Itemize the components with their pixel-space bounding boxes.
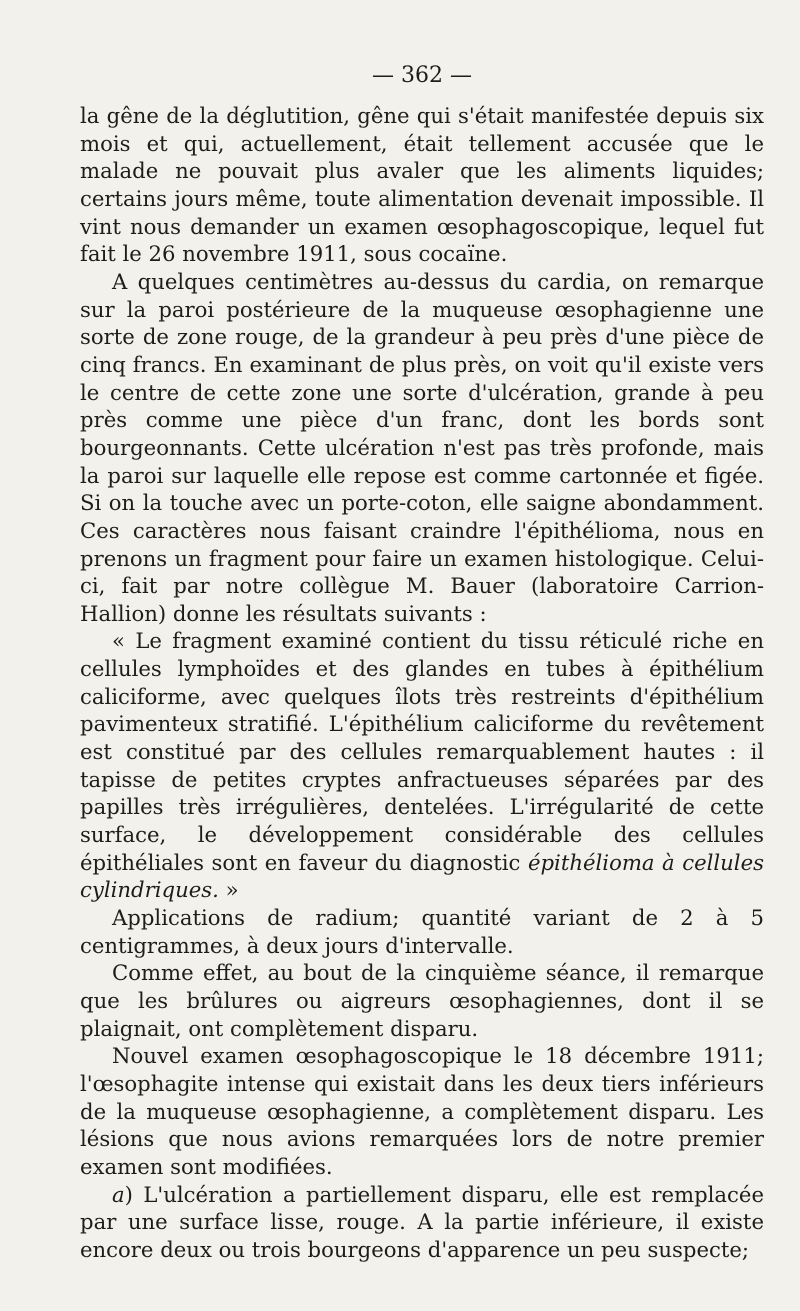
body-text	[80, 102, 764, 1264]
paragraph-continuation: la gêne de la déglutition, gêne qui s'était manifestée depuis six mois et qui, actuellement, était tellement accusée que le malade ne pouvait plus avaler que les aliments liquides; certains jours même, toute alimentation devenait impossible. Il vint nous demander un examen œsophagoscopique, lequel fut fait le 26 novembre 1911, sous cocaïne.	[80, 103, 764, 267]
paragraph-new-exam: Nouvel examen œsophagoscopique le 18 décembre 1911; l'œsophagite intense qui existait dans les deux tiers inférieurs de la muqueuse œsophagienne, a complètement disparu. Les lésions que nous avions remarquées lors de notre premier examen sont modifiées.	[80, 1043, 764, 1179]
list-marker-a: a	[112, 1181, 125, 1207]
paragraph-radium: Applications de radium; quantité variant de 2 à 5 centigrammes, à deux jours d'intervalle.	[80, 905, 764, 958]
quote-close: »	[218, 877, 239, 903]
diagnosis-italic: épithélioma à cellules cylindriques.	[80, 849, 764, 903]
paragraph-effect: Comme effet, au bout de la cinquième séance, il remarque que les brûlures ou aigreurs œsophagiennes, dont il se plaignait, ont complètement disparu.	[80, 960, 764, 1041]
ulceration-text: ) L'ulcération a partiellement disparu, elle est remplacée par une surface lisse, rouge. A la partie inférieure, il existe encore deux ou trois bourgeons d'apparence un peu suspecte;	[80, 1181, 764, 1262]
paragraph-histology-quote	[80, 627, 764, 904]
histology-quote-text: « Le fragment examiné contient du tissu réticulé riche en cellules lymphoïdes et des glandes en tubes à épithélium caliciforme, avec quelques îlots très restreints d'épithélium pavimenteux stratifié. L'épithélium caliciforme du revêtement est constitué par des cellules remarquablement hautes : il tapisse de petites cryptes anfractueuses séparées par des papilles très irrégulières, dentelées. L'irrégularité de cette surface, le développement considérable des cellules épithéliales sont en faveur du diagnostic	[80, 628, 764, 875]
page-number: — 362 —	[372, 63, 472, 88]
paragraph-examination: A quelques centimètres au-dessus du cardia, on remarque sur la paroi postérieure de la muqueuse œsophagienne une sorte de zone rouge, de la grandeur à peu près d'une pièce de cinq francs. En examinant de plus près, on voit qu'il existe vers le centre de cette zone une sorte d'ulcération, grande à peu près comme une pièce d'un franc, dont les bords sont bourgeonnants. Cette ulcération n'est pas très profonde, mais la paroi sur laquelle elle repose est comme cartonnée et figée. Si on la touche avec un porte-coton, elle saigne abondamment. Ces caractères nous faisant craindre l'épithélioma, nous en prenons un fragment pour faire un examen histologique. Celui-ci, fait par notre collègue M. Bauer (laboratoire Carrion-Hallion) donne les résultats suivants :	[80, 268, 764, 626]
paragraph-ulceration	[80, 1181, 764, 1264]
